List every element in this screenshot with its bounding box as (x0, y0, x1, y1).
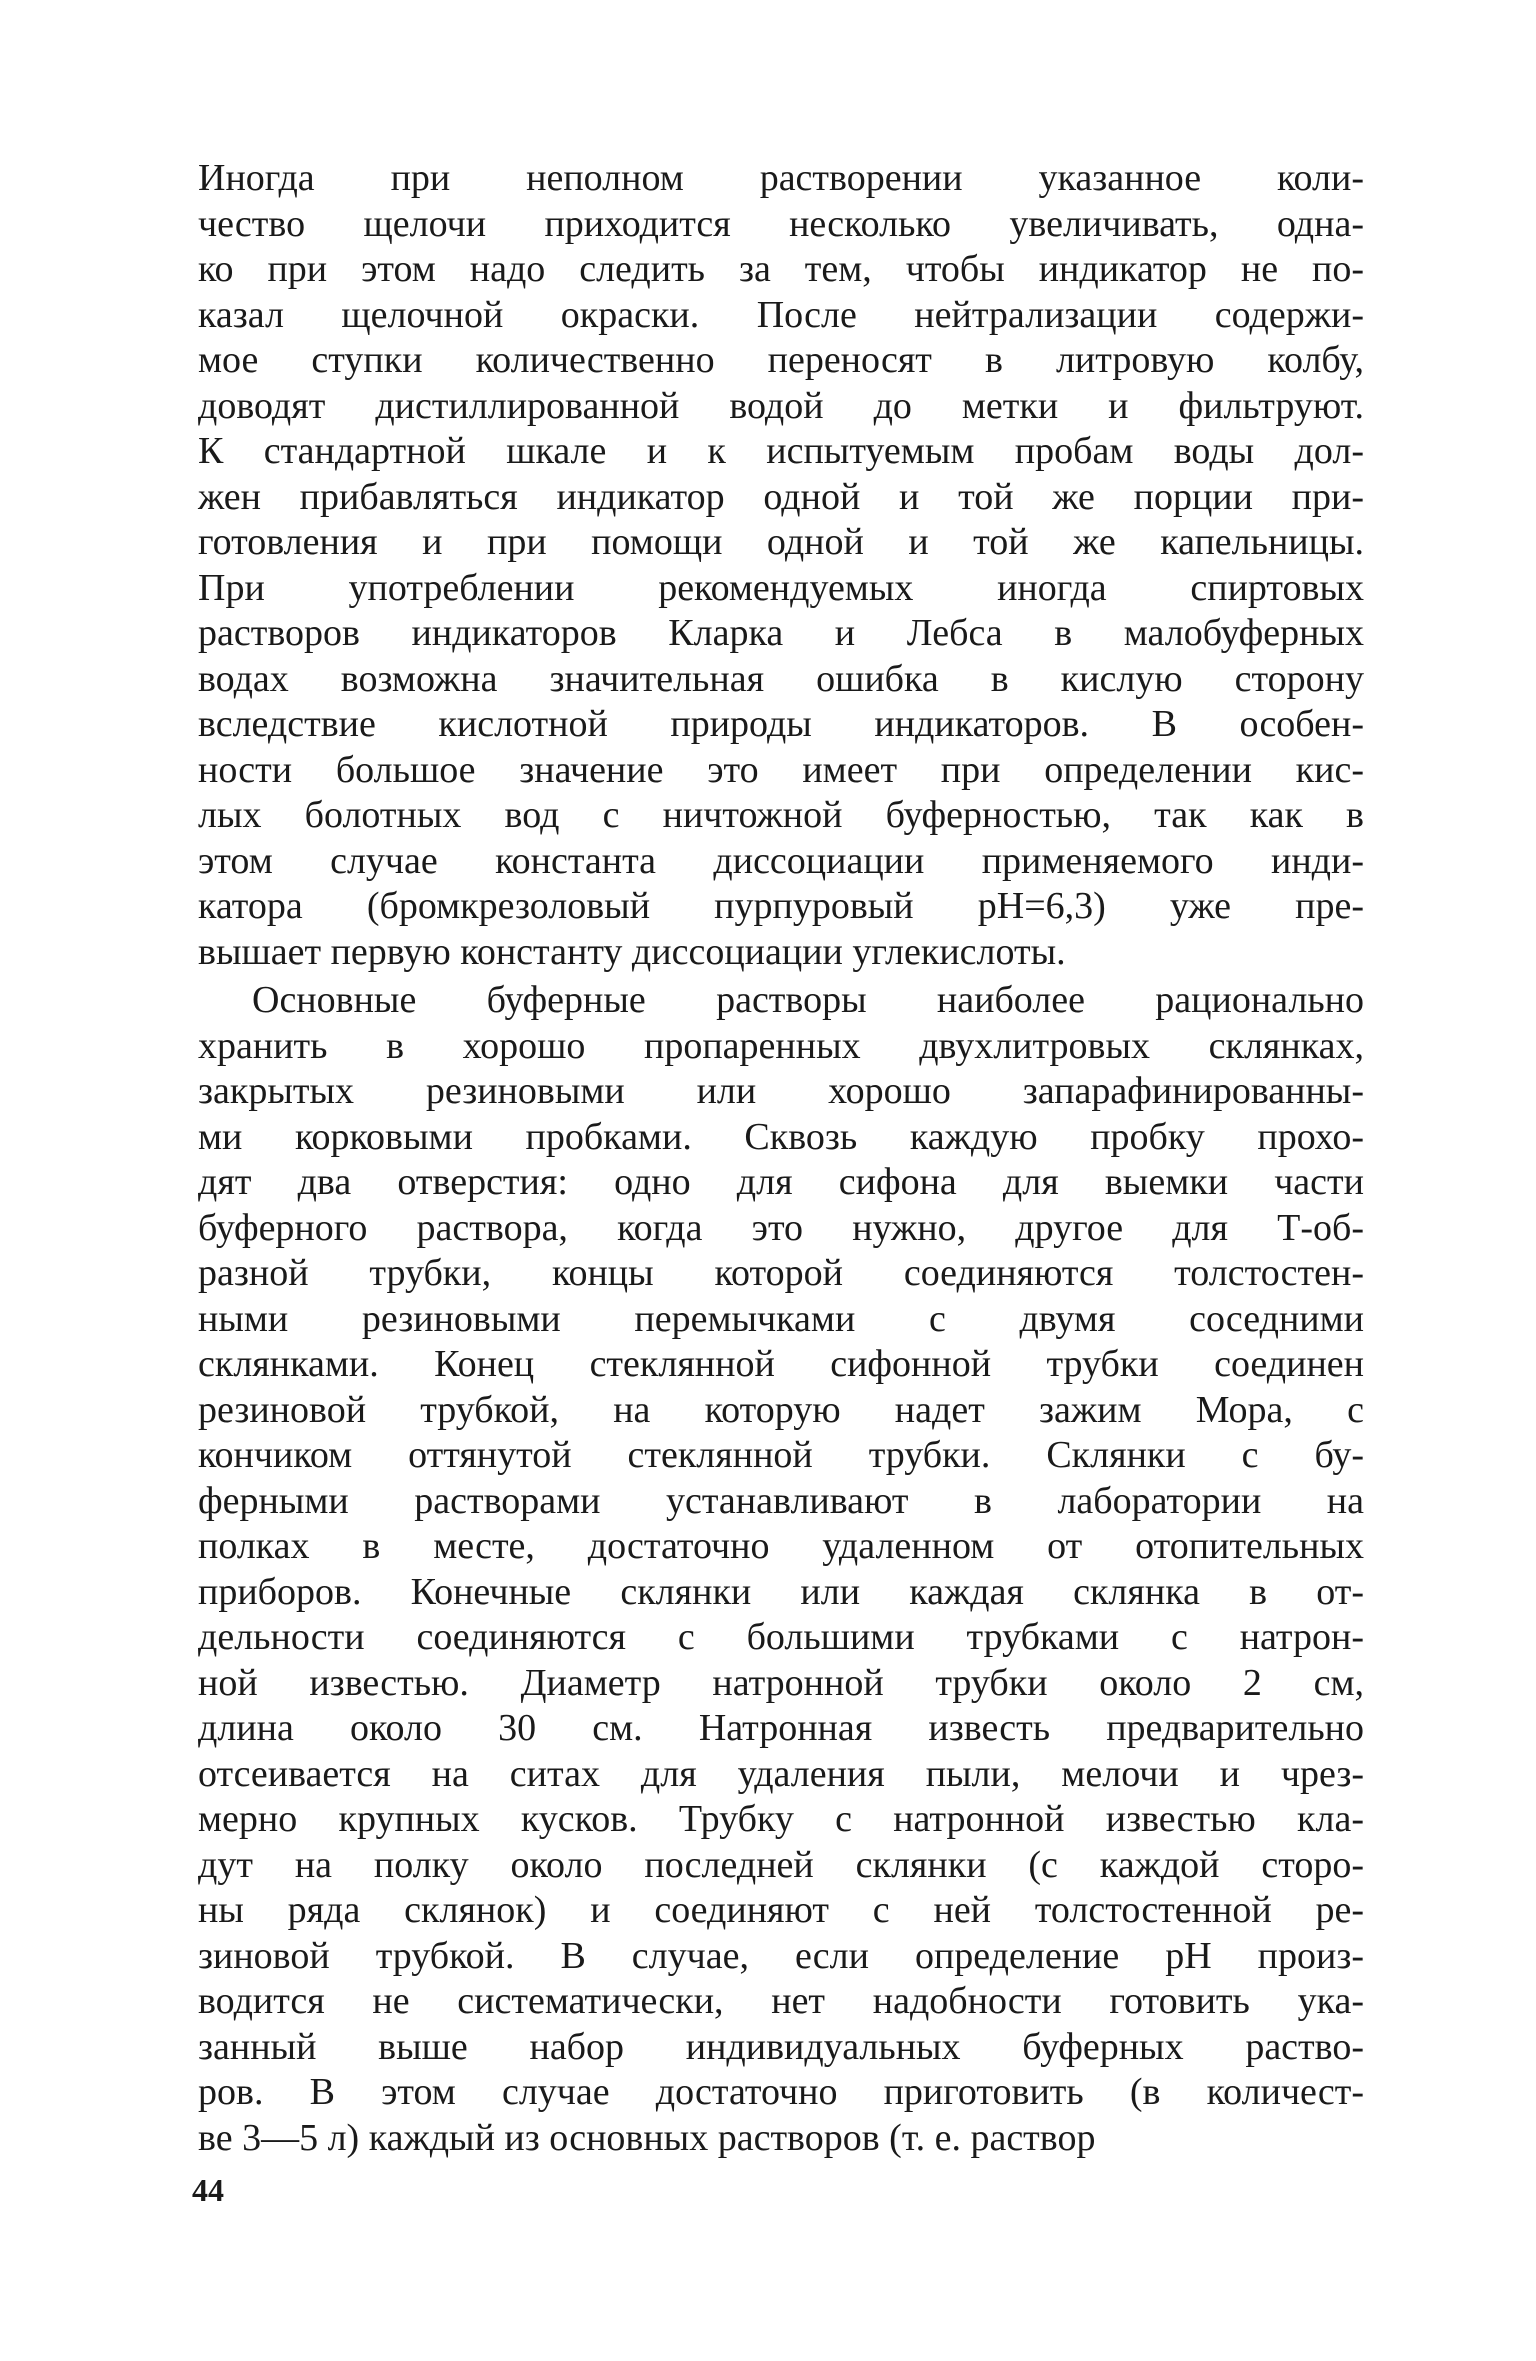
text-line: мое ступки количественно переносят в литровую колбу, (198, 339, 1364, 381)
text-line: вышает первую константу диссоциации углекислоты. (198, 930, 1066, 973)
text-line: готовления и при помощи одной и той же капельницы. (198, 521, 1364, 563)
text-line: водах возможна значительная ошибка в кислую сторону (198, 657, 1364, 700)
text-line: полках в месте, достаточно удаленном от отопительных (198, 1525, 1364, 1567)
text-line: чество щелочи приходится несколько увеличивать, одна- (198, 202, 1364, 245)
text-line: катора (бромкрезоловый пурпуровый рН=6,3) уже пре- (198, 885, 1364, 927)
text-line: кончиком оттянутой стеклянной трубки. Склянки с бу- (198, 1434, 1364, 1476)
text-line: этом случае константа диссоциации применяемого инди- (198, 839, 1364, 882)
text-line: казал щелочной окраски. После нейтрализации содержи- (198, 293, 1364, 336)
text-line: буферного раствора, когда это нужно, другое для Т-об- (198, 1206, 1364, 1249)
text-line: При употреблении рекомендуемых иногда спиртовых (198, 566, 1364, 609)
text-line: растворов индикаторов Кларка и Лебса в малобуферных (198, 612, 1364, 654)
text-line: ной известью. Диаметр натронной трубки около 2 см, (198, 1661, 1364, 1704)
body-text (198, 156, 1364, 2161)
text-line: занный выше набор индивидуальных буферных раство- (198, 2025, 1364, 2068)
paragraph (198, 156, 1364, 975)
text-line: зиновой трубкой. В случае, если определение рН произ- (198, 1934, 1364, 1977)
text-line: ко при этом надо следить за тем, чтобы индикатор не по- (198, 248, 1364, 290)
text-line: закрытых резиновыми или хорошо запарафинированны- (198, 1070, 1364, 1112)
text-line: ности большое значение это имеет при определении кис- (198, 748, 1364, 791)
text-line: дельности соединяются с большими трубками с натрон- (198, 1616, 1364, 1658)
text-line: резиновой трубкой, на которую надет зажим Мора, с (198, 1388, 1364, 1431)
text-line: жен прибавляться индикатор одной и той же порции при- (198, 475, 1364, 518)
text-line: вследствие кислотной природы индикаторов. В особен- (198, 703, 1364, 745)
text-line: Основные буферные растворы наиболее рационально (252, 979, 1364, 1021)
text-line: ве 3—5 л) каждый из основных растворов (т. е. раствор (198, 2116, 1096, 2159)
text-line: ферными растворами устанавливают в лаборатории на (198, 1479, 1364, 1522)
text-line: ми корковыми пробками. Сквозь каждую пробку прохо- (198, 1115, 1364, 1158)
page-number: 44 (192, 2172, 224, 2208)
text-line: ны ряда склянок) и соединяют с ней толстостенной ре- (198, 1889, 1364, 1931)
text-line: приборов. Конечные склянки или каждая склянка в от- (198, 1570, 1364, 1613)
text-line: склянками. Конец стеклянной сифонной трубки соединен (198, 1343, 1364, 1385)
text-line: водится не систематически, нет надобности готовить ука- (198, 1980, 1364, 2022)
text-line: мерно крупных кусков. Трубку с натронной известью кла- (198, 1798, 1364, 1840)
text-line: ными резиновыми перемычками с двумя соседними (198, 1297, 1364, 1340)
text-line: хранить в хорошо пропаренных двухлитровых склянках, (198, 1024, 1364, 1067)
text-line: дят два отверстия: одно для сифона для выемки части (198, 1161, 1364, 1203)
text-line: длина около 30 см. Натронная известь предварительно (198, 1707, 1364, 1749)
text-line: Иногда при неполном растворении указанное коли- (198, 157, 1364, 199)
text-line: дут на полку около последней склянки (с каждой сторо- (198, 1843, 1364, 1886)
paragraph (198, 978, 1364, 2161)
text-line: лых болотных вод с ничтожной буферностью, так как в (198, 794, 1364, 836)
text-line: доводят дистиллированной водой до метки и фильтруют. (198, 384, 1364, 427)
text-line: К стандартной шкале и к испытуемым пробам воды дол- (198, 430, 1364, 472)
text-line: отсеивается на ситах для удаления пыли, мелочи и чрез- (198, 1752, 1364, 1795)
text-line: разной трубки, концы которой соединяются толстостен- (198, 1252, 1364, 1294)
text-line: ров. В этом случае достаточно приготовить (в количест- (198, 2071, 1364, 2113)
